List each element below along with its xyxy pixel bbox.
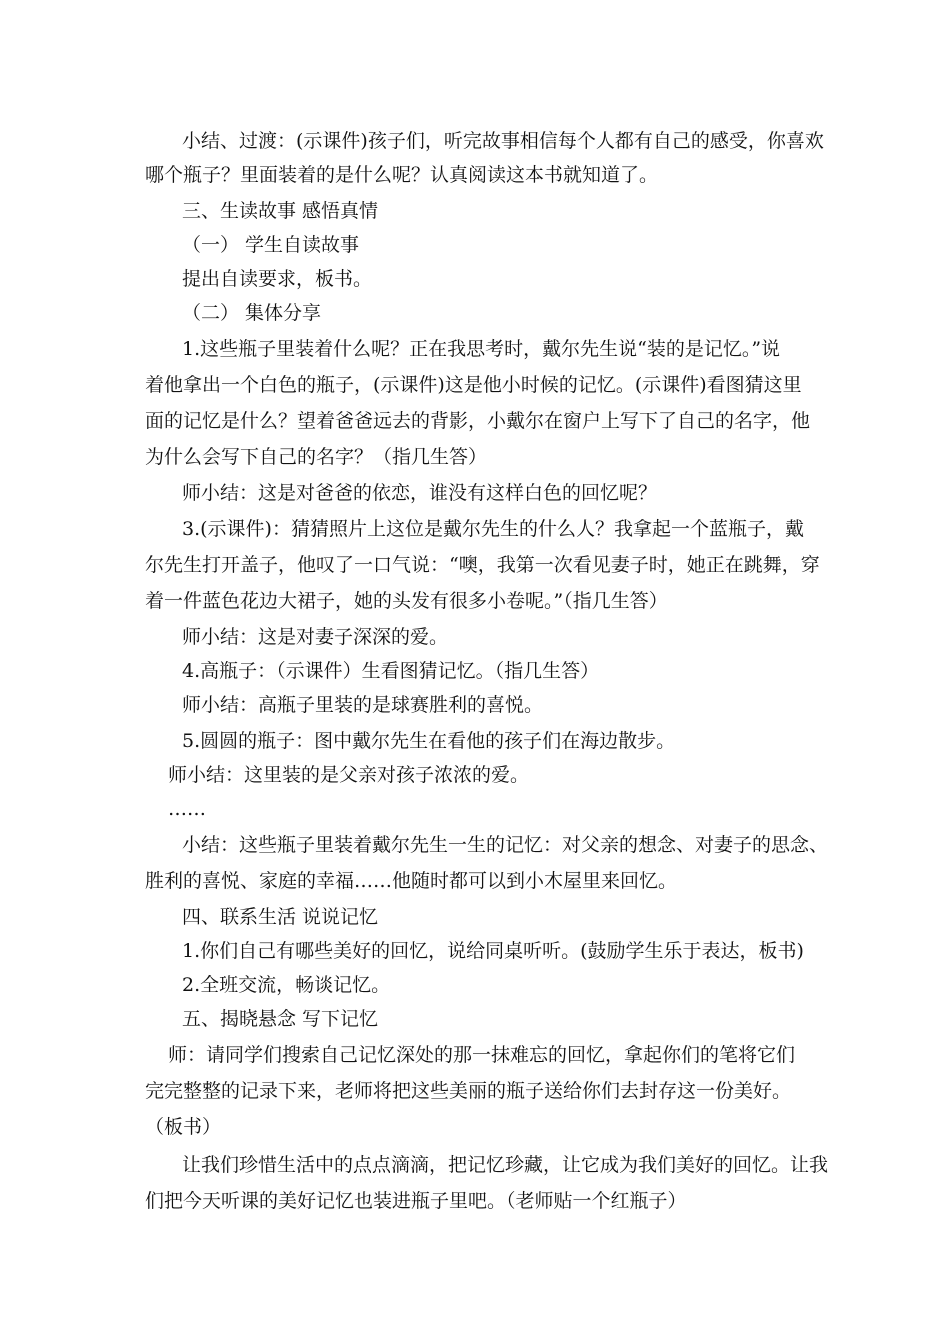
text-line: 着他拿出一个白色的瓶子，(示课件)这是他小时候的记忆。(示课件)看图猜这里 <box>145 374 802 396</box>
text-line: 5.圆圆的瓶子：图中戴尔先生在看他的孩子们在海边散步。 <box>182 730 676 752</box>
text-line: （板书） <box>145 1116 222 1138</box>
text-line: 着一件蓝色花边大裙子，她的头发有很多小卷呢。”（指几生答） <box>145 590 668 612</box>
text-line: 师小结：这是对妻子深深的爱。 <box>182 626 449 648</box>
section-heading: 四、联系生活 说说记忆 <box>182 906 379 928</box>
section-heading: 三、生读故事 感悟真情 <box>182 200 379 222</box>
text-line: 哪个瓶子？里面装着的是什么呢？认真阅读这本书就知道了。 <box>145 164 659 186</box>
text-line: 师小结：这是对爸爸的依恋，谁没有这样白色的回忆呢？ <box>182 482 658 504</box>
ellipsis-line: …… <box>168 798 206 820</box>
text-line: 胜利的喜悦、家庭的幸福……他随时都可以到小木屋里来回忆。 <box>145 870 678 892</box>
subsection-heading: （二） 集体分享 <box>182 302 322 324</box>
text-line: 师小结：高瓶子里装的是球赛胜利的喜悦。 <box>182 694 544 716</box>
text-line: 3.(示课件)：猜猜照片上这位是戴尔先生的什么人？我拿起一个蓝瓶子，戴 <box>182 518 804 540</box>
text-line: 让我们珍惜生活中的点点滴滴，把记忆珍藏，让它成为我们美好的回忆。让我 <box>182 1154 829 1176</box>
text-line: 提出自读要求，板书。 <box>182 268 373 290</box>
text-line: 小结：这些瓶子里装着戴尔先生一生的记忆：对父亲的想念、对妻子的思念、 <box>182 834 829 856</box>
text-line: 师：请同学们搜索自己记忆深处的那一抹难忘的回忆，拿起你们的笔将它们 <box>168 1044 796 1066</box>
text-line: 1.你们自己有哪些美好的回忆，说给同桌听听。(鼓励学生乐于表达，板书) <box>182 940 804 962</box>
text-line: 小结、过渡：(示课件)孩子们，听完故事相信每个人都有自己的感受，你喜欢 <box>182 130 824 152</box>
text-line: 4.高瓶子：（示课件）生看图猜记忆。（指几生答） <box>182 660 600 682</box>
section-heading: 五、揭晓悬念 写下记忆 <box>182 1008 379 1030</box>
subsection-heading: （一） 学生自读故事 <box>182 234 360 256</box>
text-line: 面的记忆是什么？望着爸爸远去的背影，小戴尔在窗户上写下了自己的名字，他 <box>145 410 811 432</box>
text-line: 2.全班交流，畅谈记忆。 <box>182 974 391 996</box>
text-line: 尔先生打开盖子，他叹了一口气说：“噢，我第一次看见妻子时，她正在跳舞，穿 <box>145 554 820 576</box>
text-line: 1.这些瓶子里装着什么呢？正在我思考时，戴尔先生说“装的是记忆。”说 <box>182 338 781 360</box>
text-line: 为什么会写下自己的名字？（指几生答） <box>145 446 488 468</box>
text-line: 完完整整的记录下来，老师将把这些美丽的瓶子送给你们去封存这一份美好。 <box>145 1080 792 1102</box>
text-line: 师小结：这里装的是父亲对孩子浓浓的爱。 <box>168 764 530 786</box>
text-line: 们把今天听课的美好记忆也装进瓶子里吧。（老师贴一个红瓶子） <box>145 1190 687 1212</box>
